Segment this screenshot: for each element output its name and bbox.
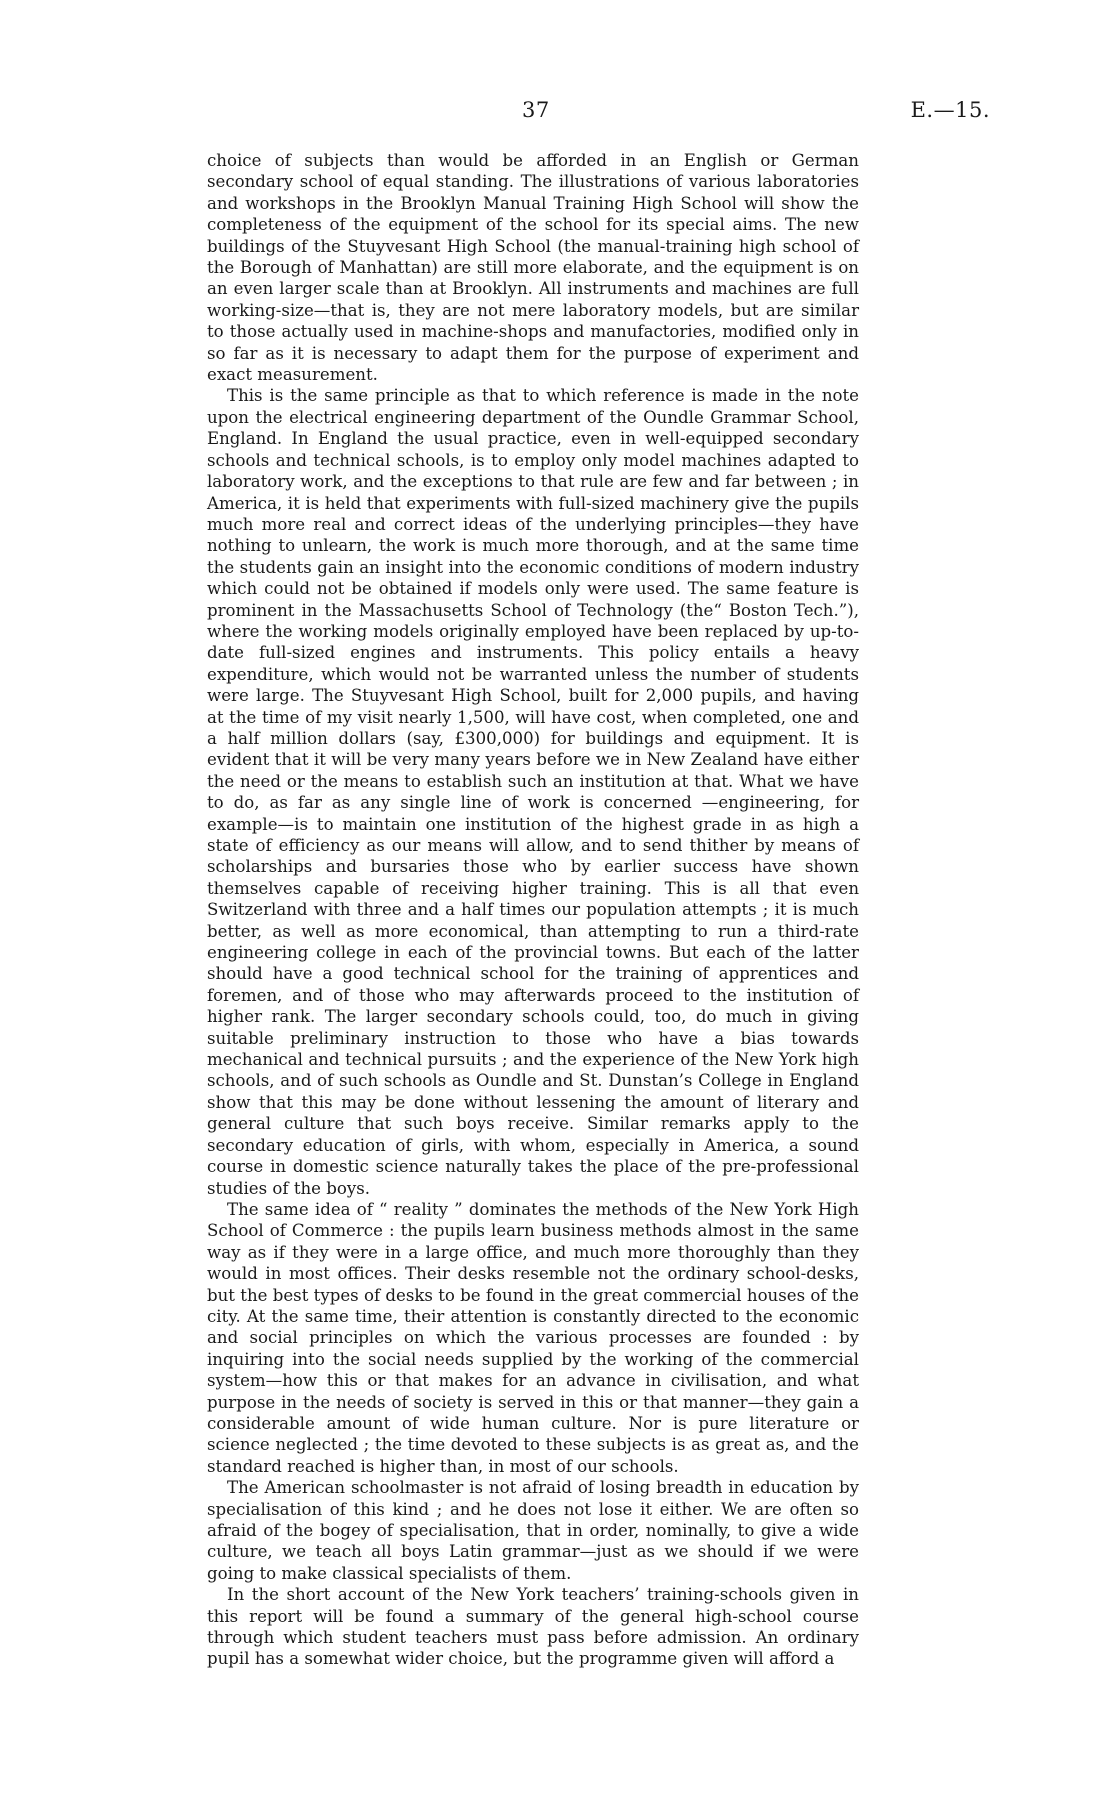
page-number: 37: [522, 98, 550, 122]
paragraph-training-schools: In the short account of the New York teachers’ training-schools given in this report will be found a summary of the general high-school course through which student teachers must pass before admission. An ordinary pupil has a somewhat wider choice, but the programme given will afford a: [207, 1585, 859, 1669]
paragraph-continuation: choice of subjects than would be afforded in an English or German secondary school of equal standing. The illustrations of various laboratories and workshops in the Brooklyn Manual Training High School will show the completeness of the equipment of the school for its special aims. The new buildings of the Stuyvesant High School (the manual-training high school of the Borough of Manhattan) are still more elaborate, and the equipment is on an even larger scale than at Brooklyn. All instruments and machines are full working-size—that is, they are not mere laboratory models, but are similar to those actually used in machine-shops and manufactories, modified only in so far as it is necessary to adapt them for the purpose of experiment and exact measurement.: [207, 151, 859, 385]
document-code: E.—15.: [910, 98, 990, 122]
paragraph-school-of-commerce: The same idea of “ reality ” dominates the methods of the New York High School of Commerce : the pupils learn business methods almost in the same way as if they were in a large office, and much more thoroughly than they would in most offices. Their desks resemble not the ordinary school-desks, but the best types of desks to be found in the great commercial houses of the city. At the same time, their attention is constantly directed to the economic and social principles on which the various processes are founded : by inquiring into the social needs supplied by the working of the commercial system—how this or that makes for an advance in civilisation, and what purpose in the needs of society is served in this or that manner—they gain a considerable amount of wide human culture. Nor is pure literature or science neglected ; the time devoted to these subjects is as great as, and the standard reached is higher than, in most of our schools.: [207, 1199, 859, 1476]
paragraph-full-sized-machinery: This is the same principle as that to which reference is made in the note upon the electrical engineering department of the Oundle Grammar School, England. In England the usual practice, even in well-equipped secondary schools and technical schools, is to employ only model machines adapted to laboratory work, and the exceptions to that rule are few and far between ; in America, it is held that experiments with full-sized machinery give the pupils much more real and correct ideas of the underlying principles—they have nothing to unlearn, the work is much more thorough, and at the same time the students gain an insight into the economic conditions of modern industry which could not be obtained if models only were used. The same feature is prominent in the Massachusetts School of Technology (the“ Boston Tech.”), where the working models originally employed have been replaced by up-to-date full-sized engines and instruments. This policy entails a heavy expenditure, which would not be warranted unless the number of students were large. The Stuyvesant High School, built for 2,000 pupils, and having at the time of my visit nearly 1,500, will have cost, when completed, one and a half million dollars (say, £300,000) for buildings and equipment. It is evident that it will be very many years before we in New Zealand have either the need or the means to establish such an institution at that. What we have to do, as far as any single line of work is concerned —engineering, for example—is to maintain one institution of the highest grade in as high a state of efficiency as our means will allow, and to send thither by means of scholarships and bursaries those who by earlier success have shown themselves capable of receiving higher training. This is all that even Switzerland with three and a half times our population attempts ; it is much better, as well as more economical, than attempting to run a third-rate engineering college in each of the provincial towns. But each of the latter should have a good technical school for the training of apprentices and foremen, and of those who may afterwards proceed to the institution of higher rank. The larger secondary schools could, too, do much in giving suitable preliminary instruction to those who have a bias towards mechanical and technical pursuits ; and the experience of the New York high schools, and of such schools as Oundle and St. Dunstan’s College in England show that this may be done without lessening the amount of literary and general culture that such boys receive. Similar remarks apply to the secondary education of girls, with whom, especially in America, a sound course in domestic science naturally takes the place of the pre-professional studies of the boys.: [207, 386, 859, 1198]
body-text: [207, 150, 859, 1670]
page-header: [0, 98, 1114, 128]
paragraph-specialisation: The American schoolmaster is not afraid of losing breadth in education by specialisation of this kind ; and he does not lose it either. We are often so afraid of the bogey of specialisation, that in order, nominally, to give a wide culture, we teach all boys Latin grammar—just as we should if we were going to make classical specialists of them.: [207, 1478, 859, 1583]
